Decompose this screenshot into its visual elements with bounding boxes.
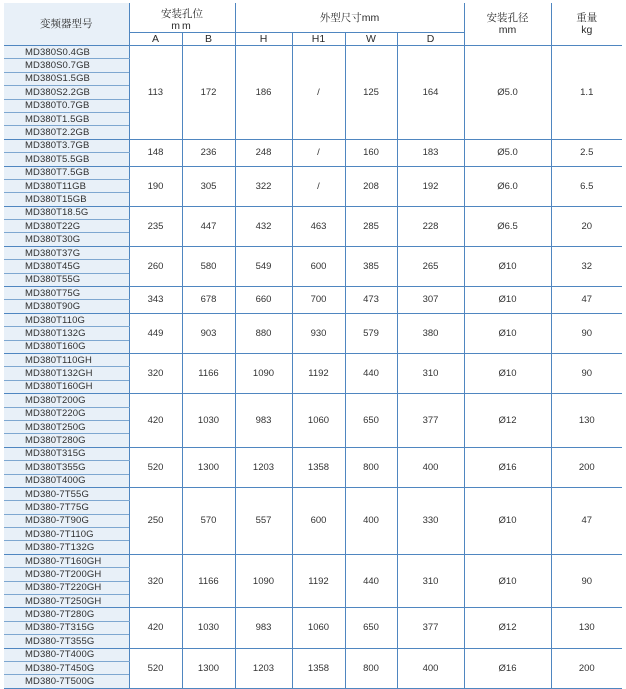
model-cell: MD380S0.4GB: [4, 46, 129, 59]
model-cell: MD380-7T200GH: [4, 568, 129, 581]
value-d: 377: [397, 608, 464, 648]
value-b: 1030: [182, 608, 235, 648]
value-b: 1030: [182, 394, 235, 448]
value-h: 248: [235, 139, 292, 166]
table-row: [4, 487, 622, 500]
value-d: 380: [397, 313, 464, 353]
model-cell: MD380T1.5GB: [4, 112, 129, 125]
model-cell: MD380T3.7GB: [4, 139, 129, 152]
value-h1: 1358: [292, 447, 345, 487]
header-weight: 重量 kg: [551, 3, 622, 46]
value-w: 400: [345, 487, 397, 554]
value-h: 660: [235, 287, 292, 314]
value-w: 440: [345, 353, 397, 393]
value-w: 650: [345, 608, 397, 648]
model-cell: MD380T22G: [4, 220, 129, 233]
value-weight: 90: [551, 313, 622, 353]
model-cell: MD380T37G: [4, 246, 129, 259]
value-d: 228: [397, 206, 464, 246]
model-cell: MD380T7.5GB: [4, 166, 129, 179]
table-row: [4, 608, 622, 621]
model-cell: MD380T30G: [4, 233, 129, 246]
table-header: [4, 3, 622, 46]
model-cell: MD380T132G: [4, 327, 129, 340]
value-b: 1166: [182, 353, 235, 393]
value-h1: /: [292, 46, 345, 140]
value-b: 570: [182, 487, 235, 554]
value-weight: 6.5: [551, 166, 622, 206]
model-cell: MD380T400G: [4, 474, 129, 487]
value-b: 678: [182, 287, 235, 314]
value-b: 305: [182, 166, 235, 206]
value-a: 420: [129, 394, 182, 448]
value-b: 903: [182, 313, 235, 353]
value-a: 449: [129, 313, 182, 353]
model-cell: MD380T15GB: [4, 193, 129, 206]
value-weight: 2.5: [551, 139, 622, 166]
header-mount-hole: [129, 3, 235, 33]
value-weight: 130: [551, 608, 622, 648]
value-b: 580: [182, 246, 235, 286]
value-a: 250: [129, 487, 182, 554]
value-b: 1300: [182, 447, 235, 487]
value-b: 172: [182, 46, 235, 140]
value-a: 190: [129, 166, 182, 206]
model-cell: MD380-7T220GH: [4, 581, 129, 594]
value-a: 320: [129, 554, 182, 608]
value-a: 320: [129, 353, 182, 393]
header-hole-dia: 安装孔径 mm: [464, 3, 551, 46]
model-cell: MD380-7T132G: [4, 541, 129, 554]
value-h1: 1060: [292, 394, 345, 448]
value-h: 983: [235, 394, 292, 448]
value-weight: 1.1: [551, 46, 622, 140]
model-cell: MD380T160GH: [4, 380, 129, 393]
model-cell: MD380-7T75G: [4, 501, 129, 514]
header-mount-hole-unit: mm: [171, 20, 193, 32]
model-cell: MD380T200G: [4, 394, 129, 407]
model-cell: MD380T2.2GB: [4, 126, 129, 139]
subheader-a: A: [129, 33, 182, 46]
value-h: 432: [235, 206, 292, 246]
value-h: 322: [235, 166, 292, 206]
value-d: 330: [397, 487, 464, 554]
model-cell: MD380T250G: [4, 420, 129, 433]
value-weight: 32: [551, 246, 622, 286]
value-h: 1090: [235, 353, 292, 393]
model-cell: MD380T18.5G: [4, 206, 129, 219]
model-cell: MD380-7T55G: [4, 487, 129, 500]
table-row: [4, 648, 622, 661]
value-h: 1090: [235, 554, 292, 608]
model-cell: MD380-7T160GH: [4, 554, 129, 567]
model-cell: MD380S2.2GB: [4, 86, 129, 99]
model-cell: MD380-7T500G: [4, 675, 129, 688]
value-weight: 200: [551, 648, 622, 688]
value-b: 447: [182, 206, 235, 246]
value-a: 520: [129, 447, 182, 487]
value-d: 164: [397, 46, 464, 140]
value-w: 160: [345, 139, 397, 166]
value-a: 343: [129, 287, 182, 314]
table-row: [4, 166, 622, 179]
value-a: 260: [129, 246, 182, 286]
model-cell: MD380-7T280G: [4, 608, 129, 621]
value-weight: 200: [551, 447, 622, 487]
value-weight: 20: [551, 206, 622, 246]
value-w: 473: [345, 287, 397, 314]
value-h1: 1358: [292, 648, 345, 688]
model-cell: MD380T5.5GB: [4, 153, 129, 166]
value-h: 983: [235, 608, 292, 648]
value-hole-dia: Ø16: [464, 447, 551, 487]
value-d: 307: [397, 287, 464, 314]
value-d: 400: [397, 648, 464, 688]
value-hole-dia: Ø6.5: [464, 206, 551, 246]
value-h1: 930: [292, 313, 345, 353]
subheader-d: D: [397, 33, 464, 46]
table-row: [4, 46, 622, 59]
value-w: 800: [345, 447, 397, 487]
header-model: 变频器型号: [4, 3, 129, 46]
table-row: [4, 394, 622, 407]
model-cell: MD380-7T250GH: [4, 595, 129, 608]
inverter-dimension-table: [4, 3, 622, 689]
value-h1: /: [292, 139, 345, 166]
value-h1: 600: [292, 487, 345, 554]
value-weight: 47: [551, 287, 622, 314]
value-h1: 600: [292, 246, 345, 286]
model-cell: MD380T90G: [4, 300, 129, 313]
value-h1: 463: [292, 206, 345, 246]
value-h1: 1060: [292, 608, 345, 648]
value-w: 208: [345, 166, 397, 206]
model-cell: MD380T220G: [4, 407, 129, 420]
model-cell: MD380-7T450G: [4, 661, 129, 674]
subheader-h: H: [235, 33, 292, 46]
value-d: 183: [397, 139, 464, 166]
value-w: 125: [345, 46, 397, 140]
model-cell: MD380T110GH: [4, 353, 129, 366]
value-w: 650: [345, 394, 397, 448]
table-row: [4, 139, 622, 152]
value-hole-dia: Ø12: [464, 394, 551, 448]
subheader-h1: H1: [292, 33, 345, 46]
model-cell: MD380T75G: [4, 287, 129, 300]
value-hole-dia: Ø5.0: [464, 46, 551, 140]
value-hole-dia: Ø10: [464, 487, 551, 554]
value-weight: 130: [551, 394, 622, 448]
value-hole-dia: Ø12: [464, 608, 551, 648]
model-cell: MD380T0.7GB: [4, 99, 129, 112]
table-row: [4, 447, 622, 460]
value-hole-dia: Ø6.0: [464, 166, 551, 206]
model-cell: MD380S1.5GB: [4, 72, 129, 85]
value-h: 1203: [235, 648, 292, 688]
value-b: 236: [182, 139, 235, 166]
value-d: 265: [397, 246, 464, 286]
value-h1: 700: [292, 287, 345, 314]
table-row: [4, 353, 622, 366]
value-d: 400: [397, 447, 464, 487]
model-cell: MD380T315G: [4, 447, 129, 460]
value-a: 148: [129, 139, 182, 166]
model-cell: MD380T160G: [4, 340, 129, 353]
table-row: [4, 206, 622, 219]
value-w: 800: [345, 648, 397, 688]
value-d: 310: [397, 353, 464, 393]
model-cell: MD380-7T90G: [4, 514, 129, 527]
model-cell: MD380T280G: [4, 434, 129, 447]
subheader-w: W: [345, 33, 397, 46]
value-hole-dia: Ø10: [464, 246, 551, 286]
table-row: [4, 313, 622, 326]
table-row: [4, 246, 622, 259]
model-cell: MD380T55G: [4, 273, 129, 286]
value-h1: 1192: [292, 353, 345, 393]
value-hole-dia: Ø16: [464, 648, 551, 688]
model-cell: MD380T110G: [4, 313, 129, 326]
model-cell: MD380T132GH: [4, 367, 129, 380]
value-weight: 90: [551, 353, 622, 393]
model-cell: MD380-7T110G: [4, 528, 129, 541]
value-a: 520: [129, 648, 182, 688]
model-cell: MD380-7T315G: [4, 621, 129, 634]
model-cell: MD380S0.7GB: [4, 59, 129, 72]
table-row: [4, 287, 622, 300]
value-w: 385: [345, 246, 397, 286]
value-h: 1203: [235, 447, 292, 487]
model-cell: MD380T45G: [4, 260, 129, 273]
header-mount-hole-label: 安装孔位: [161, 8, 203, 20]
value-h: 186: [235, 46, 292, 140]
value-d: 377: [397, 394, 464, 448]
value-b: 1166: [182, 554, 235, 608]
value-w: 579: [345, 313, 397, 353]
header-outer-dims: 外型尺寸mm: [235, 3, 464, 33]
model-cell: MD380T11GB: [4, 179, 129, 192]
value-hole-dia: Ø10: [464, 353, 551, 393]
table-row: [4, 554, 622, 567]
value-hole-dia: Ø10: [464, 287, 551, 314]
value-a: 113: [129, 46, 182, 140]
value-h1: /: [292, 166, 345, 206]
value-b: 1300: [182, 648, 235, 688]
value-hole-dia: Ø10: [464, 313, 551, 353]
value-a: 235: [129, 206, 182, 246]
table-body: [4, 46, 622, 689]
value-hole-dia: Ø5.0: [464, 139, 551, 166]
value-d: 310: [397, 554, 464, 608]
value-h: 557: [235, 487, 292, 554]
subheader-b: B: [182, 33, 235, 46]
value-weight: 47: [551, 487, 622, 554]
value-hole-dia: Ø10: [464, 554, 551, 608]
value-weight: 90: [551, 554, 622, 608]
model-cell: MD380-7T400G: [4, 648, 129, 661]
value-a: 420: [129, 608, 182, 648]
value-w: 440: [345, 554, 397, 608]
value-w: 285: [345, 206, 397, 246]
value-h1: 1192: [292, 554, 345, 608]
model-cell: MD380-7T355G: [4, 635, 129, 648]
model-cell: MD380T355G: [4, 461, 129, 474]
value-h: 549: [235, 246, 292, 286]
value-d: 192: [397, 166, 464, 206]
value-h: 880: [235, 313, 292, 353]
